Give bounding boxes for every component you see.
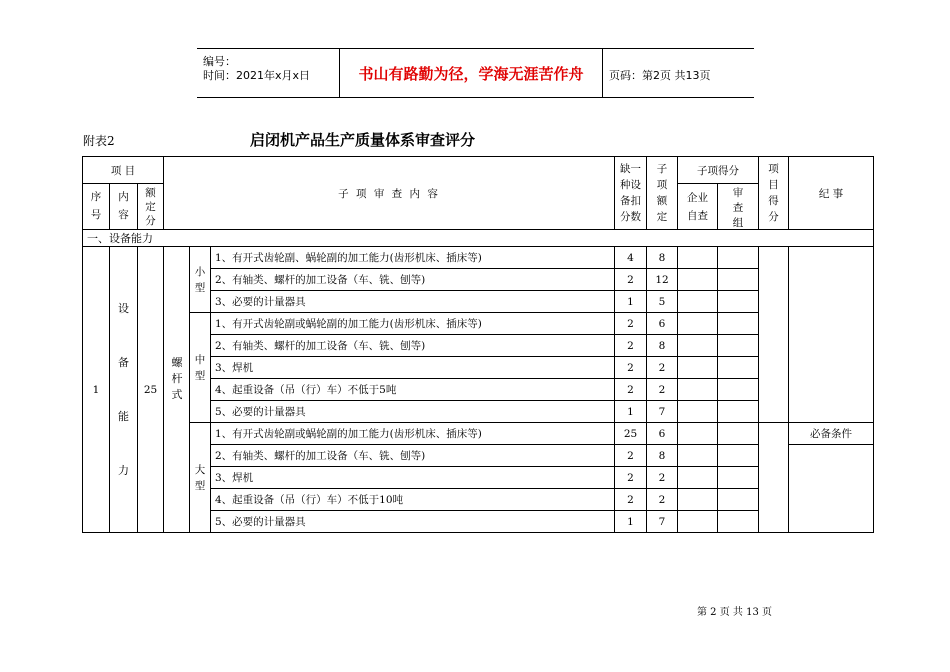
- item-deduction: 4: [615, 247, 647, 269]
- self-check-cell[interactable]: [678, 335, 718, 357]
- audit-check-cell[interactable]: [718, 357, 759, 379]
- header-remarks: 纪 事: [789, 157, 874, 230]
- size-label-large: 大型: [190, 423, 211, 533]
- item-text: 4、起重设备（吊（行）车）不低于10吨: [211, 489, 615, 511]
- item-text: 1、有开式齿轮副或蜗轮副的加工能力(齿形机床、插床等): [211, 423, 615, 445]
- item-rated: 2: [647, 357, 678, 379]
- item-deduction: 2: [615, 269, 647, 291]
- item-rated: 8: [647, 445, 678, 467]
- item-rated: 6: [647, 313, 678, 335]
- header-rated-score: 额定分: [138, 184, 164, 230]
- remarks-cell[interactable]: [789, 445, 874, 533]
- self-check-cell[interactable]: [678, 291, 718, 313]
- item-rated: 2: [647, 379, 678, 401]
- item-text: 1、有开式齿轮副、蜗轮副的加工能力(齿形机床、插床等): [211, 247, 615, 269]
- audit-check-cell[interactable]: [718, 379, 759, 401]
- audit-check-cell[interactable]: [718, 467, 759, 489]
- self-check-cell[interactable]: [678, 357, 718, 379]
- self-check-cell[interactable]: [678, 445, 718, 467]
- scoring-table: [82, 156, 874, 533]
- item-score-cell[interactable]: [759, 247, 789, 423]
- header-sub-score: 子项得分: [678, 157, 759, 184]
- item-rated: 12: [647, 269, 678, 291]
- item-deduction: 2: [615, 445, 647, 467]
- header-sub-item-content: 子 项 审 查 内 容: [164, 157, 615, 230]
- audit-check-cell[interactable]: [718, 423, 759, 445]
- self-check-cell[interactable]: [678, 401, 718, 423]
- document-date-label: 时间：2021年x月x日: [203, 69, 311, 82]
- item-rated: 5: [647, 291, 678, 313]
- item-deduction: 1: [615, 511, 647, 533]
- audit-check-cell[interactable]: [718, 445, 759, 467]
- appendix-label: 附表2: [83, 134, 115, 148]
- self-check-cell[interactable]: [678, 269, 718, 291]
- item-rated: 2: [647, 467, 678, 489]
- audit-check-cell[interactable]: [718, 335, 759, 357]
- item-deduction: 25: [615, 423, 647, 445]
- item-text: 5、必要的计量器具: [211, 511, 615, 533]
- header-self-check: 企业自查: [678, 184, 718, 230]
- page-title: 启闭机产品生产质量体系审查评分: [250, 131, 476, 149]
- header-deduction: 缺一种设备扣分数: [615, 157, 647, 230]
- item-text: 2、有轴类、螺杆的加工设备（车、铣、刨等): [211, 335, 615, 357]
- remarks-cell[interactable]: [789, 247, 874, 423]
- header-seq: 序号: [83, 184, 110, 230]
- row-type-label: 螺杆式: [171, 356, 183, 401]
- page-footer: 第 2 页 共 13 页: [697, 607, 772, 618]
- item-rated: 8: [647, 247, 678, 269]
- item-text: 2、有轴类、螺杆的加工设备（车、铣、刨等): [211, 269, 615, 291]
- document-number-label: 编号：: [203, 55, 236, 68]
- row-category: 设备能力: [110, 247, 138, 533]
- header-content-short: 内容: [110, 184, 138, 230]
- item-deduction: 2: [615, 335, 647, 357]
- item-score-cell[interactable]: [759, 423, 789, 533]
- header-motto: 书山有路勤为径，学海无涯苦作舟: [358, 65, 584, 83]
- header-item: 项 目: [83, 157, 164, 184]
- self-check-cell[interactable]: [678, 423, 718, 445]
- item-deduction: 1: [615, 401, 647, 423]
- header-sub-rated: 子项额定: [647, 157, 678, 230]
- item-deduction: 2: [615, 357, 647, 379]
- audit-check-cell[interactable]: [718, 291, 759, 313]
- size-label-medium: 中型: [190, 313, 211, 423]
- header-divider: [602, 49, 603, 97]
- item-deduction: 2: [615, 467, 647, 489]
- audit-check-cell[interactable]: [718, 313, 759, 335]
- item-text: 1、有开式齿轮副或蜗轮副的加工能力(齿形机床、插床等): [211, 313, 615, 335]
- item-rated: 7: [647, 401, 678, 423]
- item-deduction: 1: [615, 291, 647, 313]
- row-seq: 1: [83, 247, 110, 533]
- self-check-cell[interactable]: [678, 379, 718, 401]
- item-text: 3、焊机: [211, 467, 615, 489]
- table-row: [83, 247, 874, 269]
- self-check-cell[interactable]: [678, 247, 718, 269]
- item-rated: 8: [647, 335, 678, 357]
- item-text: 2、有轴类、螺杆的加工设备（车、铣、刨等): [211, 445, 615, 467]
- item-deduction: 2: [615, 379, 647, 401]
- item-deduction: 2: [615, 489, 647, 511]
- required-condition-note: 必备条件: [789, 423, 874, 445]
- page-number-label: 页码：第2页 共13页: [609, 69, 711, 82]
- audit-check-cell[interactable]: [718, 511, 759, 533]
- audit-check-cell[interactable]: [718, 401, 759, 423]
- page-header: [197, 48, 754, 98]
- self-check-cell[interactable]: [678, 489, 718, 511]
- item-text: 5、必要的计量器具: [211, 401, 615, 423]
- header-item-score: 项目得分: [759, 157, 789, 230]
- audit-check-cell[interactable]: [718, 247, 759, 269]
- item-rated: 7: [647, 511, 678, 533]
- self-check-cell[interactable]: [678, 511, 718, 533]
- item-rated: 6: [647, 423, 678, 445]
- header-audit-check: 审查组: [718, 184, 759, 230]
- self-check-cell[interactable]: [678, 467, 718, 489]
- item-rated: 2: [647, 489, 678, 511]
- item-deduction: 2: [615, 313, 647, 335]
- item-text: 4、起重设备（吊（行）车）不低于5吨: [211, 379, 615, 401]
- size-label-small: 小型: [190, 247, 211, 313]
- row-rated: 25: [138, 247, 164, 533]
- audit-check-cell[interactable]: [718, 269, 759, 291]
- table-row: [83, 313, 874, 335]
- audit-check-cell[interactable]: [718, 489, 759, 511]
- self-check-cell[interactable]: [678, 313, 718, 335]
- item-text: 3、焊机: [211, 357, 615, 379]
- item-text: 3、必要的计量器具: [211, 291, 615, 313]
- table-row: [83, 423, 874, 445]
- section-title: 一、设备能力: [83, 230, 874, 247]
